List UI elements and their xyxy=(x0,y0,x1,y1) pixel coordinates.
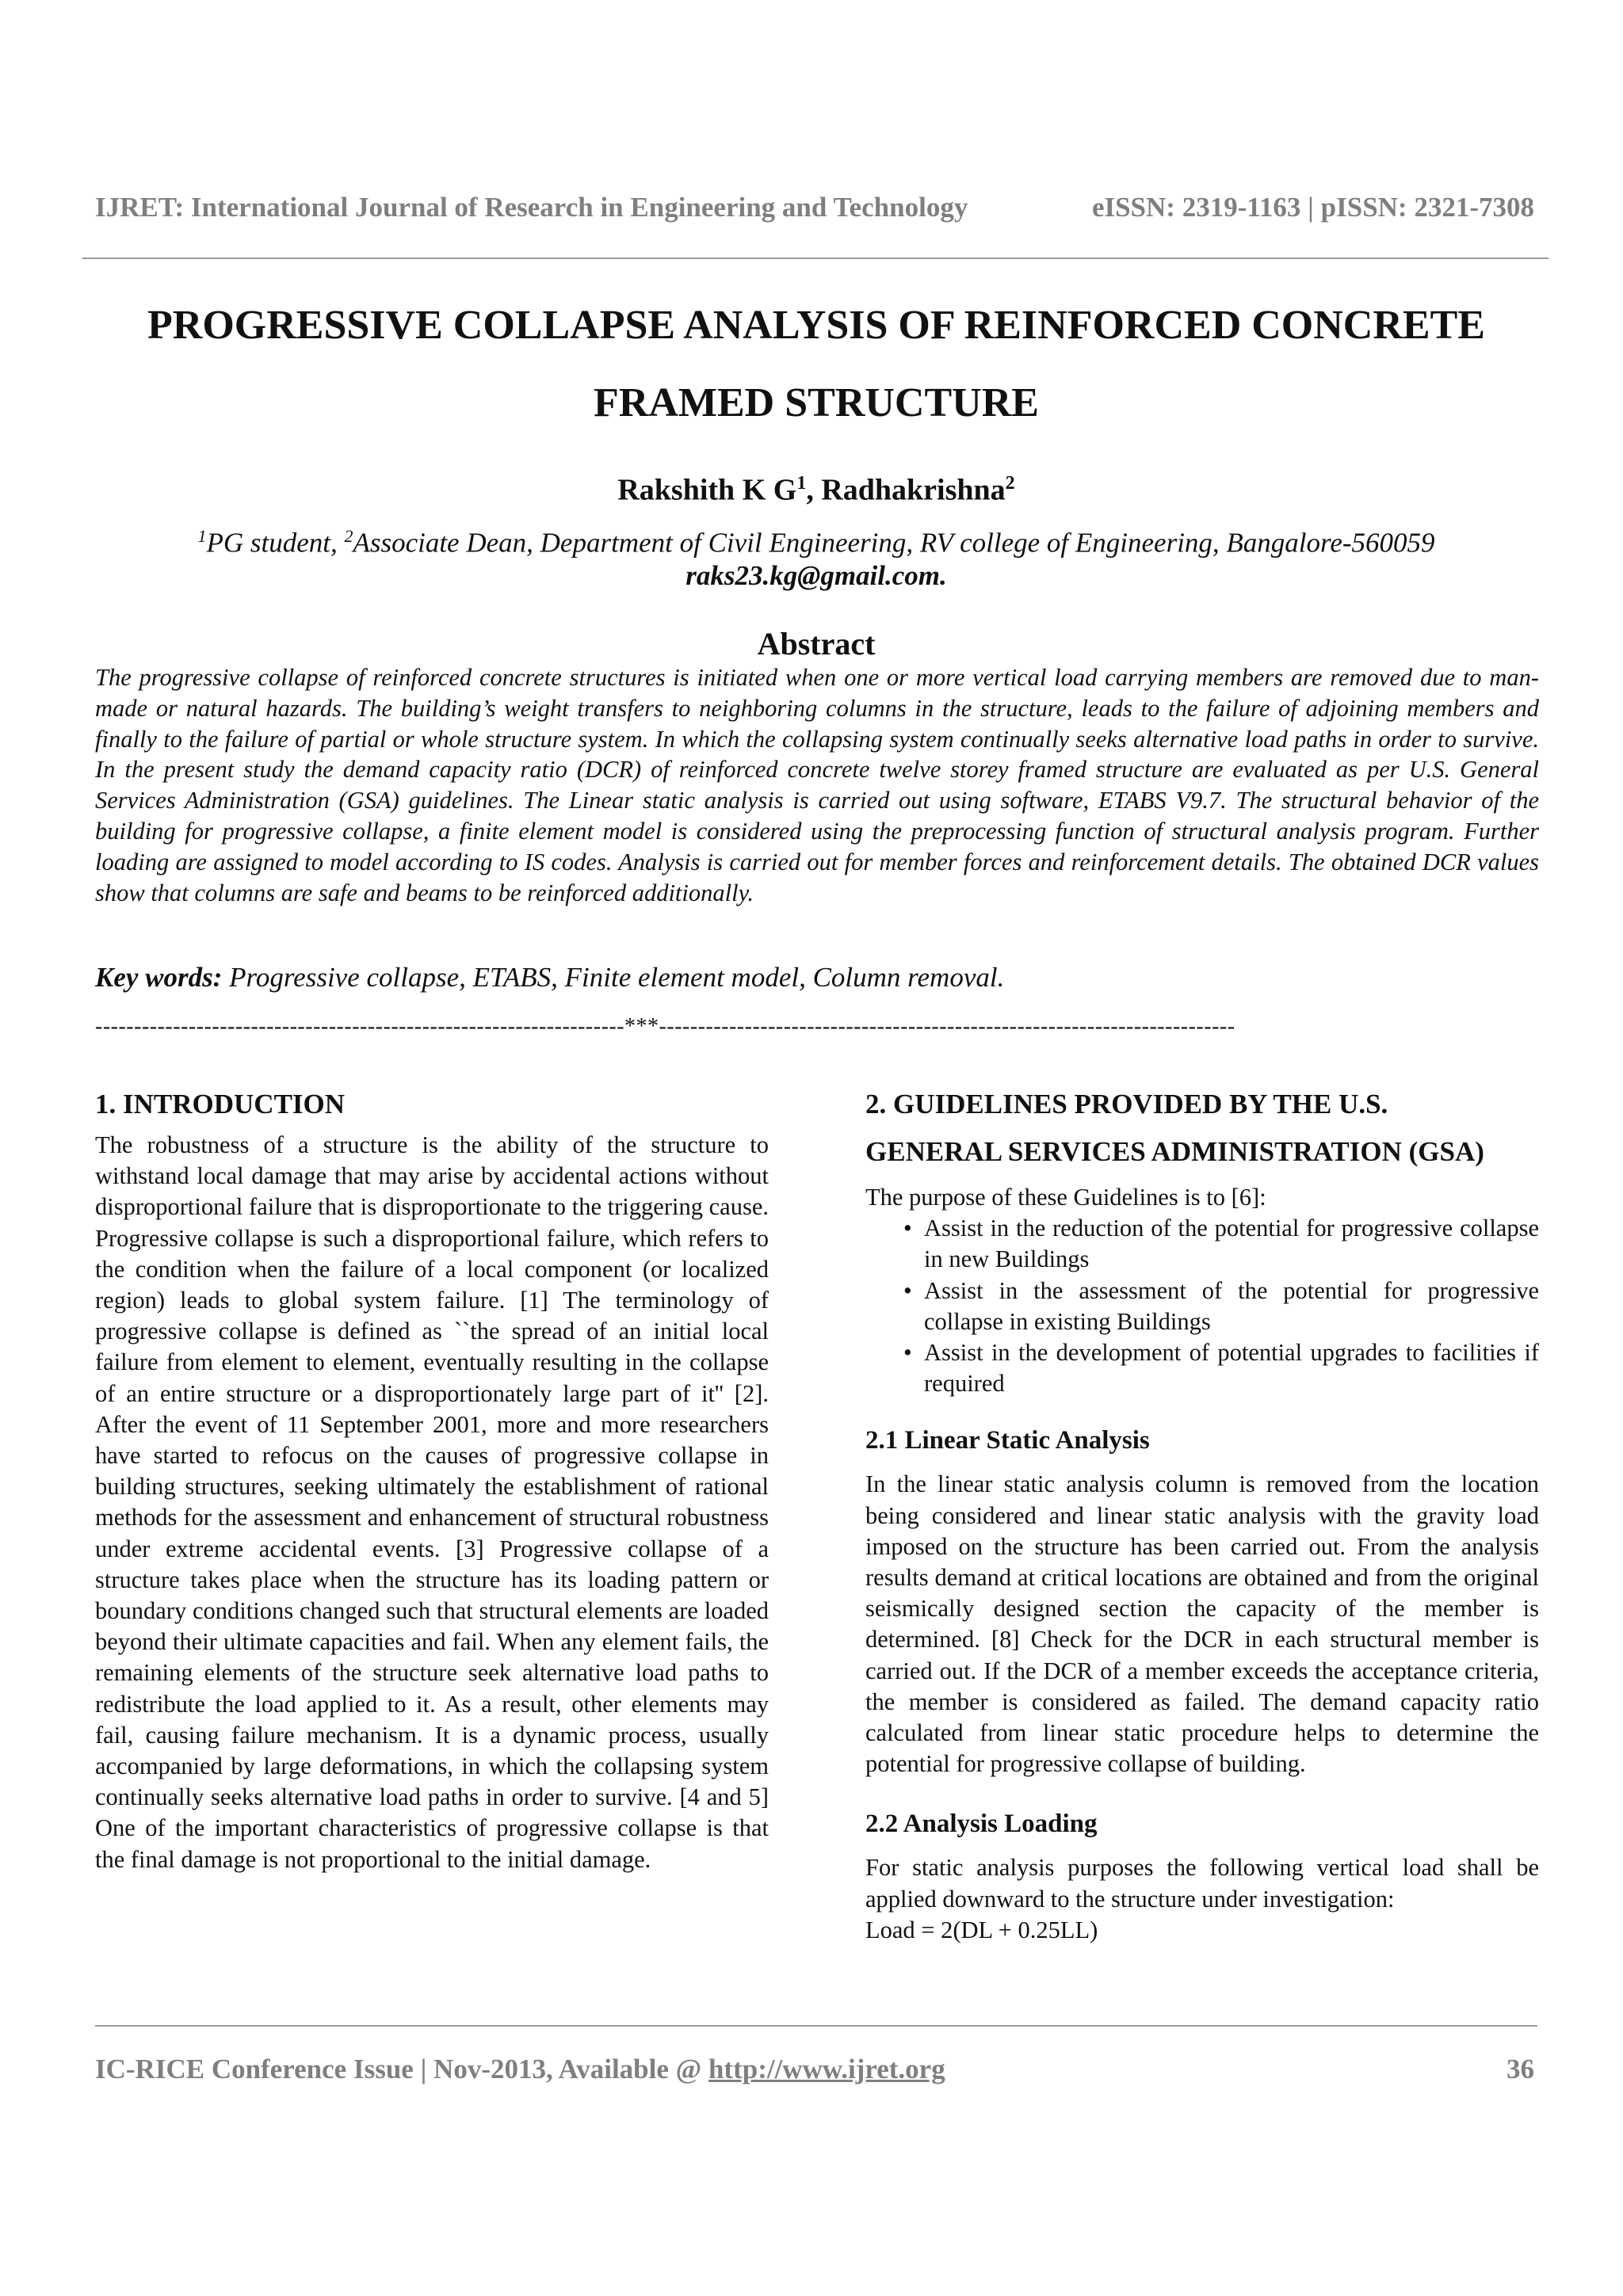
author-1-affil-mark: 1 xyxy=(796,473,807,494)
footer-issue xyxy=(95,2054,945,2085)
affil-mark-1: 1 xyxy=(197,526,207,546)
abstract-heading: Abstract xyxy=(757,626,876,662)
author-1: Rakshith K G xyxy=(617,473,797,507)
journal-name: IJRET: International Journal of Research in Engineering and Technology xyxy=(95,192,968,223)
issn-numbers: eISSN: 2319-1163 | pISSN: 2321-7308 xyxy=(1091,192,1534,223)
bullet-text: Assist in the reduction of the potential for progressive collapse in new Buildings xyxy=(924,1215,1539,1273)
keywords-text: Progressive collapse, ETABS, Finite element model, Column removal. xyxy=(222,962,1005,993)
header-rule xyxy=(82,257,1549,259)
author-list xyxy=(87,463,1545,510)
left-column xyxy=(95,1079,769,1875)
bullet-item xyxy=(903,1276,1539,1337)
intro-heading: 1. INTRODUCTION xyxy=(95,1089,346,1119)
footer-rule xyxy=(95,2025,1537,2027)
page-number: 36 xyxy=(1507,2054,1534,2084)
bullet-text: Assist in the development of potential upgrades to facilities if required xyxy=(924,1339,1539,1398)
keywords-label: Key words: xyxy=(95,962,223,993)
paper-title xyxy=(87,287,1545,442)
author-separator: , xyxy=(806,473,822,507)
bullet-icon: • xyxy=(903,1276,912,1304)
section-separator: --------------------------------------------------------------------***-------------------------------------------------------------------------- xyxy=(95,1014,1235,1039)
author-email: raks23.kg@gmail.com. xyxy=(685,560,947,591)
affiliation xyxy=(87,519,1545,561)
footer-issue-text: IC-RICE Conference Issue | Nov-2013, Available @ xyxy=(95,2054,708,2084)
author-2: Radhakrishna xyxy=(821,473,1006,507)
title-line-1: PROGRESSIVE COLLAPSE ANALYSIS OF REINFORCED CONCRETE xyxy=(147,303,1485,348)
guidelines-heading-line-2: GENERAL SERVICES ADMINISTRATION (GSA) xyxy=(865,1136,1484,1167)
author-2-affil-mark: 2 xyxy=(1005,473,1015,494)
linear-static-body: In the linear static analysis column is removed from the location being considered and linear static analysis with the gravity load imposed on the structure has been carried out. From the analysis results demand at critical locations are obtained and from the original seismically designed section the capacity of the member is determined. [8] Check for the DCR in each structural member is carried out. If the DCR of a member exceeds the acceptance criteria, the member is considered as failed. The demand capacity ratio calculated from linear static procedure helps to determine the potential for progressive collapse of building. xyxy=(865,1470,1539,1778)
affil-text-1: PG student, xyxy=(206,527,345,559)
bullet-item xyxy=(903,1337,1539,1399)
journal-link[interactable]: http://www.ijret.org xyxy=(708,2054,945,2084)
guidelines-heading-line-1: 2. GUIDELINES PROVIDED BY THE U.S. xyxy=(865,1089,1388,1119)
running-header xyxy=(95,192,1534,223)
guidelines-bullet-list xyxy=(865,1213,1539,1399)
affil-mark-2: 2 xyxy=(344,526,353,546)
load-formula: Load = 2(DL + 0.25LL) xyxy=(865,1916,1098,1943)
bullet-item xyxy=(903,1213,1539,1275)
guidelines-intro: The purpose of these Guidelines is to [6]: xyxy=(865,1184,1266,1211)
affil-text-2: Associate Dean, Department of Civil Engineering, RV college of Engineering, Bangalore-560059 xyxy=(353,527,1435,559)
abstract-body: The progressive collapse of reinforced concrete structures is initiated when one or more vertical load carrying members are removed due to man-made or natural hazards. The building’s weight transfers to neighboring columns in the structure, leads to the failure of adjoining members and finally to the failure of partial or whole structure system. In which the collapsing system continually seeks alternative load paths in order to survive. In the present study the demand capacity ratio (DCR) of reinforced concrete twelve storey framed structure are evaluated as per U.S. General Services Administration (GSA) guidelines. The Linear static analysis is carried out using software, ETABS V9.7. The structural behavior of the building for progressive collapse, a finite element model is considered using the preprocessing function of structural analysis program. Further loading are assigned to model according to IS codes. Analysis is carried out for member forces and reinforcement details. The obtained DCR values show that columns are safe and beams to be reinforced additionally. xyxy=(95,664,1539,906)
analysis-loading-heading: 2.2 Analysis Loading xyxy=(865,1810,1098,1839)
bullet-text: Assist in the assessment of the potential for progressive collapse in existing Buildings xyxy=(924,1276,1539,1335)
title-line-2: FRAMED STRUCTURE xyxy=(594,380,1039,425)
bullet-icon: • xyxy=(903,1215,912,1242)
bullet-icon: • xyxy=(903,1339,912,1367)
right-column xyxy=(865,1079,1539,1946)
keywords xyxy=(95,960,1539,995)
running-footer xyxy=(95,2054,1534,2085)
intro-body: The robustness of a structure is the ability of the structure to withstand local damage that may arise by accidental actions without disproportional failure that is disproportionate to the triggering cause. Progressive collapse is such a disproportional failure, which refers to the condition when the failure of a local component (or localized region) leads to global system failure. [1] The terminology of progressive collapse is defined as ``the spread of an initial local failure from element to element, eventually resulting in the collapse of an entire structure or a disproportionately large part of it'' [2]. After the event of 11 September 2001, more and more researchers have started to refocus on the causes of progressive collapse in building structures, seeking ultimately the establishment of rational methods for the assessment and enhancement of structural robustness under extreme accidental events. [3] Progressive collapse of a structure takes place when the structure has its loading pattern or boundary conditions changed such that structural elements are loaded beyond their ultimate capacities and fail. When any element fails, the remaining elements of the structure seek alternative load paths to redistribute the load applied to it. As a result, other elements may fail, causing failure mechanism. It is a dynamic process, usually accompanied by large deformations, in which the collapsing system continually seeks alternative load paths in order to survive. [4 and 5] One of the important characteristics of progressive collapse is that the final damage is not proportional to the initial damage. xyxy=(95,1131,769,1873)
linear-static-heading: 2.1 Linear Static Analysis xyxy=(865,1426,1150,1455)
analysis-loading-body: For static analysis purposes the following vertical load shall be applied downward to the structure under investigation: xyxy=(865,1854,1539,1913)
